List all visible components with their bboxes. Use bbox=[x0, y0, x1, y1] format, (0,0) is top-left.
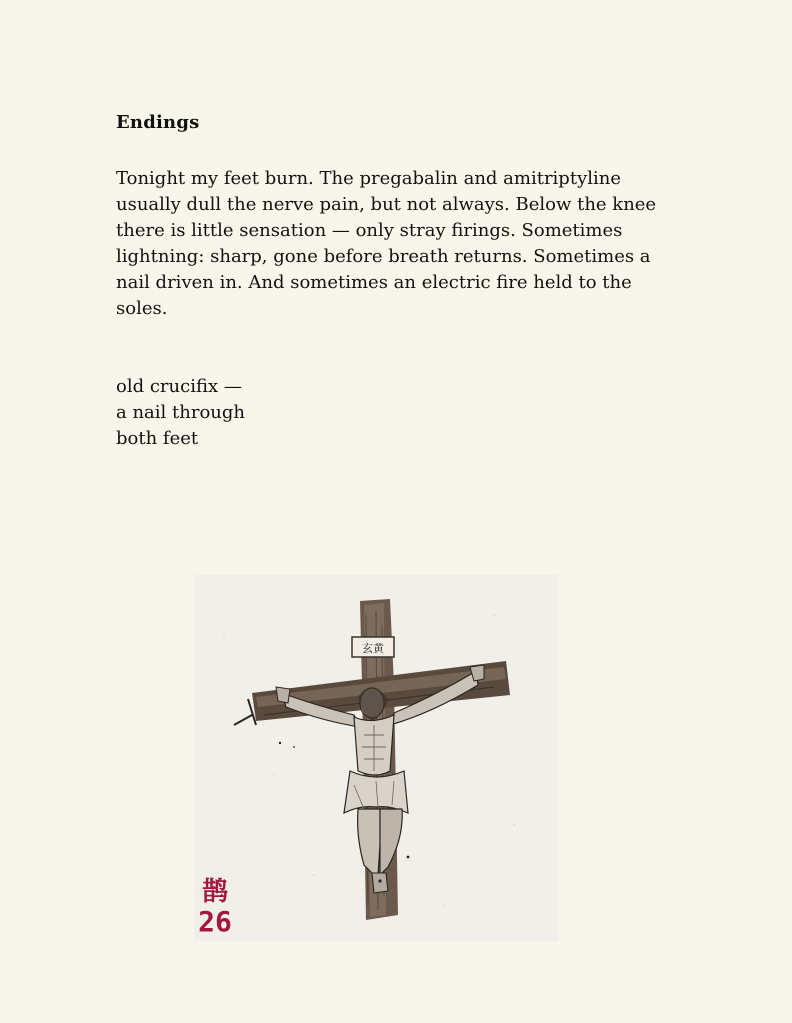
haiku bbox=[116, 374, 245, 452]
seal-glyph: 鹊 bbox=[201, 877, 228, 907]
artist-seal bbox=[198, 877, 232, 937]
haiku-line-1: old crucifix — bbox=[116, 376, 242, 397]
seal-number: 26 bbox=[198, 905, 232, 938]
crucifix-illustration bbox=[194, 575, 559, 941]
titulus-text: 玄黄 bbox=[362, 642, 384, 655]
crucifix-artwork bbox=[194, 575, 559, 941]
page-title: Endings bbox=[116, 112, 200, 133]
haiku-line-2: a nail through bbox=[116, 402, 245, 423]
prose-paragraph: Tonight my feet burn. The pregabalin and amitriptyline usually dull the nerve pain, but not always. Below the knee there is little sensation — only stray firings. Sometimes lightning: sharp, gone before breath returns. Sometimes a nail driven in. And sometimes an electric fire held to the soles. bbox=[116, 168, 657, 319]
titulus-plaque bbox=[352, 637, 394, 657]
haiku-line-3: both feet bbox=[116, 428, 199, 449]
